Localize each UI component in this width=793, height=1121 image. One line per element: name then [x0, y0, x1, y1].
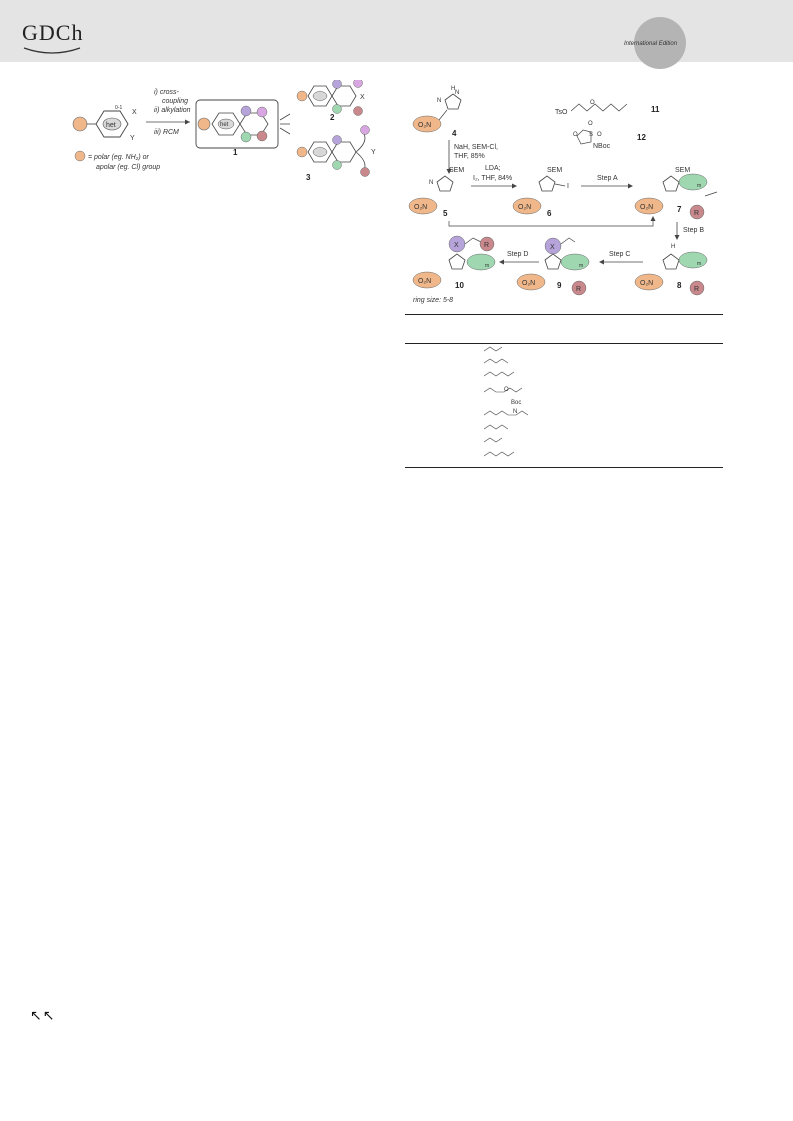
condition-2: ii) alkylation	[154, 107, 191, 114]
o2n-label-10: O₂N	[418, 278, 432, 285]
scheme-ring-closing-strategy	[68, 80, 388, 190]
compound-label-7: 7	[677, 205, 682, 214]
compound-label-11: 11	[651, 105, 660, 114]
step-b-label: Step B	[683, 227, 705, 234]
x-label: X	[132, 109, 137, 116]
compound-label-12: 12	[637, 133, 646, 142]
compound-5	[409, 167, 464, 218]
svg-text:N: N	[455, 90, 460, 96]
tso-label: TsO	[555, 109, 568, 116]
linker-row-4	[484, 388, 522, 392]
compound-label-4: 4	[452, 129, 457, 138]
condition-3: iii) RCM	[154, 129, 179, 136]
table-header-rule	[405, 343, 723, 344]
reagent-5-6-a: LDA;	[485, 165, 501, 172]
svg-text:N: N	[437, 98, 442, 104]
table-top-rule	[405, 314, 723, 315]
o2n-label-5: O₂N	[414, 204, 428, 211]
boc-label: Boc	[511, 400, 522, 406]
svg-text:O: O	[504, 387, 509, 393]
sem-label-6: SEM	[547, 167, 563, 174]
o2n-label-8: O₂N	[640, 280, 654, 287]
r-label-7: R	[694, 210, 700, 217]
o2n-label-9: O₂N	[522, 280, 536, 287]
linker-row-1	[484, 347, 502, 351]
linker-row-5	[484, 411, 528, 415]
svg-text:het: het	[220, 122, 229, 128]
svg-text:S: S	[589, 132, 594, 138]
logo-arc-icon	[22, 46, 82, 56]
reagent-4-5-a: NaH, SEM-Cl,	[454, 144, 498, 151]
svg-text:O: O	[590, 100, 595, 106]
svg-text:N: N	[513, 409, 518, 415]
starting-material	[73, 105, 137, 142]
divergent-arrows	[280, 114, 290, 134]
compound-9	[517, 238, 589, 295]
bypass-arrow	[449, 218, 653, 226]
compound-8	[635, 244, 707, 295]
linker-row-6	[484, 425, 508, 429]
o2n-label-4: O₂N	[418, 122, 432, 129]
compound-label-8: 8	[677, 281, 682, 290]
svg-text:O: O	[597, 132, 602, 138]
reagent-5-6-b: I₂, THF, 84%	[473, 175, 513, 182]
scheme-pyrazole-synthesis	[405, 76, 723, 308]
step-d-label: Step D	[507, 251, 529, 258]
sub-label: 0-1	[115, 105, 123, 111]
compound-label-6: 6	[547, 209, 552, 218]
svg-text:m: m	[485, 263, 490, 269]
scheme-legend	[75, 151, 160, 171]
r-label-10: R	[484, 242, 490, 249]
compound-4	[413, 86, 461, 138]
compound-label-5: 5	[443, 209, 448, 218]
svg-text:m: m	[579, 263, 584, 269]
x-label-10: X	[454, 242, 459, 249]
page-header	[0, 0, 793, 62]
svg-text:X: X	[360, 94, 365, 101]
svg-text:Y: Y	[371, 149, 376, 156]
x-label-9: X	[550, 244, 555, 251]
compound-label-3: 3	[306, 173, 311, 182]
compound-3	[297, 126, 376, 183]
o2n-label-7: O₂N	[640, 204, 654, 211]
nav-back-arrows-icon[interactable]: ↖↖	[30, 1008, 56, 1024]
linker-row-3	[484, 372, 514, 376]
legend-line-2: apolar (eg. Cl) group	[96, 164, 161, 171]
y-label: Y	[130, 135, 135, 142]
condition-1b: coupling	[162, 98, 189, 105]
compound-label-9: 9	[557, 281, 562, 290]
svg-text:N: N	[429, 180, 434, 186]
step-a-label: Step A	[597, 175, 618, 182]
compound-label-1: 1	[233, 148, 238, 157]
r-label-9: R	[576, 286, 582, 293]
linker-structures	[480, 345, 550, 465]
table-bottom-rule	[405, 467, 723, 468]
edition-label: International Edition	[624, 41, 678, 47]
compound-2	[297, 80, 365, 122]
ring-size-note: ring size: 5-8	[413, 297, 454, 304]
condition-1: i) cross-	[154, 89, 179, 96]
sem-label-5: SEM	[449, 167, 465, 174]
reagent-4-5-b: THF, 85%	[454, 153, 485, 160]
linker-row-8	[484, 452, 514, 456]
r-label-8: R	[694, 286, 700, 293]
gdch-logo[interactable]	[22, 20, 82, 54]
compound-1	[196, 100, 278, 157]
het-label: het	[106, 122, 116, 129]
compound-10	[413, 236, 495, 290]
svg-text:O: O	[573, 132, 578, 138]
linker-row-2	[484, 359, 508, 363]
compound-6	[513, 167, 569, 218]
o2n-label-6: O₂N	[518, 204, 532, 211]
compound-7	[635, 167, 717, 219]
logo-text: GDCh	[22, 20, 84, 45]
linker-row-7	[484, 438, 502, 442]
svg-text:H: H	[671, 244, 676, 250]
compound-label-2: 2	[330, 113, 335, 122]
compound-11	[555, 100, 660, 116]
compound-label-10: 10	[455, 281, 464, 290]
sem-label-7: SEM	[675, 167, 691, 174]
svg-text:m: m	[697, 261, 702, 267]
legend-line-1: = polar (eg. NH₂) or	[88, 154, 149, 161]
svg-text:m: m	[697, 183, 702, 189]
svg-text:O: O	[588, 121, 593, 127]
compound-12	[573, 121, 646, 150]
nboc-label: NBoc	[593, 143, 611, 150]
iodo-label: I	[567, 183, 569, 190]
step-c-label: Step C	[609, 251, 631, 258]
svg-text:H: H	[451, 86, 456, 92]
